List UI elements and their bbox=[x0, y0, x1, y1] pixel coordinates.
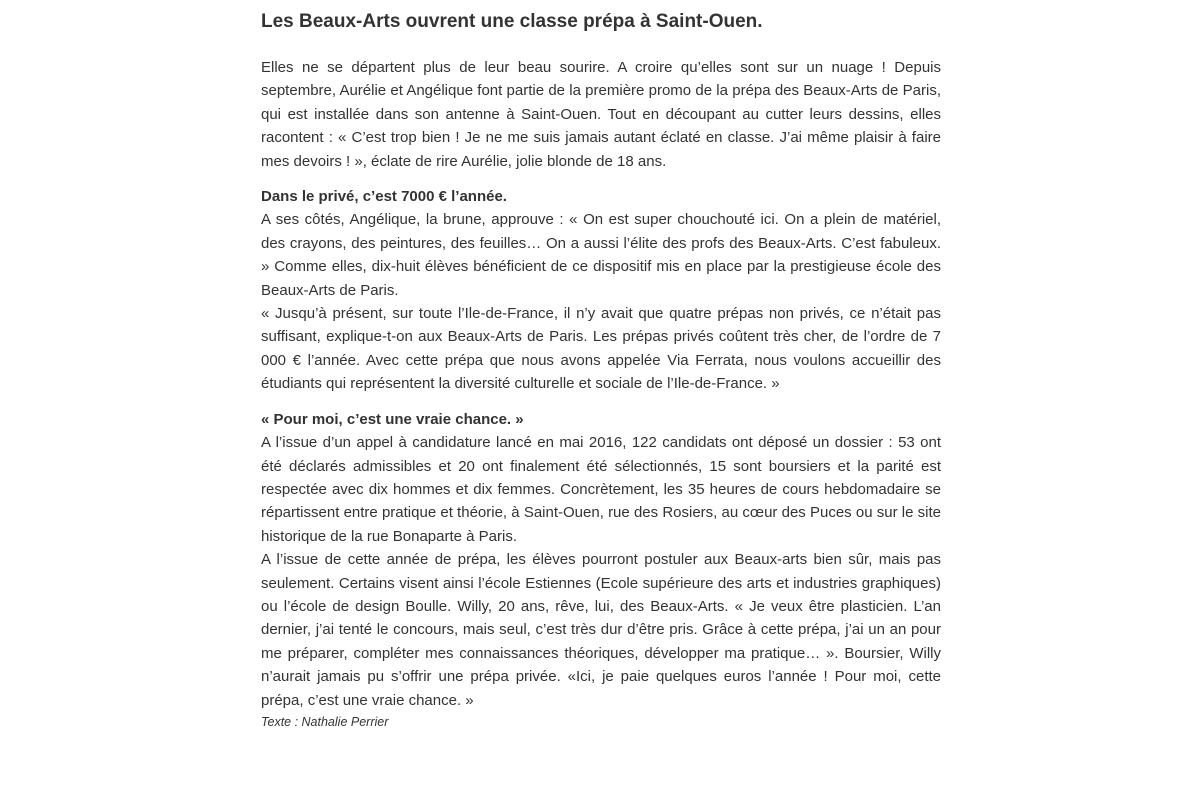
article bbox=[261, 9, 941, 730]
paragraph-students-testimonial: A ses côtés, Angélique, la brune, approuve : « On est super chouchouté ici. On a plein de matériel, des crayons, des peintures, des feuilles… On a aussi l’élite des profs des Beaux-Arts. C’est fabuleux. » Comme elles, dix-huit élèves bénéficient de ce dispositif mis en place par la prestigieuse école des Beaux-Arts de Paris. bbox=[261, 211, 941, 299]
paragraph-selection-stats: A l’issue d’un appel à candidature lancé en mai 2016, 122 candidats ont déposé un dossier : 53 ont été déclarés admissibles et 20 ont finalement été sélectionnés, 15 sont boursiers et la parité est respectée avec dix hommes et dix femmes. Concrètement, les 35 heures de cours hebdomadaire se répartissent entre pratique et théorie, à Saint-Ouen, rue des Rosiers, au cœur des Puces ou sur le site historique de la rue Bonaparte à Paris. bbox=[261, 434, 941, 545]
section-real-chance bbox=[261, 408, 941, 712]
paragraph-willy-testimonial: A l’issue de cette année de prépa, les élèves pourront postuler aux Beaux-arts bien sûr, mais pas seulement. Certains visent ainsi l’école Estiennes (Ecole supérieure des arts et industries graphiques) ou l’école de design Boulle. Willy, 20 ans, rêve, lui, des Beaux-Arts. « Je veux être plasticien. L’an dernier, j’ai tenté le concours, mais seul, c’est très dur d’être pris. Grâce à cette prépa, j’ai un an pour me préparer, compléter mes connaissances théoriques, développer ma pratique… ». Boursier, Willy n’aurait jamais pu s’offrir une prépa privée. «Ici, je paie quelques euros l’année ! Pour moi, cette prépa, c’est une vraie chance. » bbox=[261, 551, 941, 709]
section-heading-private-cost: Dans le privé, c’est 7000 € l’année. bbox=[261, 188, 507, 206]
article-title: Les Beaux-Arts ouvrent une classe prépa à Saint-Ouen. bbox=[261, 11, 763, 32]
author-credit: Texte : Nathalie Perrier bbox=[261, 714, 389, 729]
section-heading-real-chance: « Pour moi, c’est une vraie chance. » bbox=[261, 410, 524, 428]
section-private-cost bbox=[261, 185, 941, 396]
paragraph-school-explanation: « Jusqu’à présent, sur toute l’Ile-de-France, il n’y avait que quatre prépas non privés, ce n’était pas suffisant, explique-t-on aux Beaux-Arts de Paris. Les prépas privés coûtent très cher, de l’ordre de 7 000 € l’année. Avec cette prépa que nous avons appelée Via Ferrata, nous voulons accueillir des étudiants qui représentent la diversité culturelle et sociale de l’Ile-de-France. » bbox=[261, 305, 941, 393]
intro-paragraph: Elles ne se départent plus de leur beau sourire. A croire qu’elles sont sur un nuage ! Depuis septembre, Aurélie et Angélique font partie de la première promo de la prépa des Beaux-Arts de Paris, qui est installée dans son antenne à Saint-Ouen. Tout en découpant au cutter leurs dessins, elles racontent : « C’est trop bien ! Je ne me suis jamais autant éclaté en classe. J’ai même plaisir à faire mes devoirs ! », éclate de rire Aurélie, jolie blonde de 18 ans. bbox=[261, 59, 941, 170]
